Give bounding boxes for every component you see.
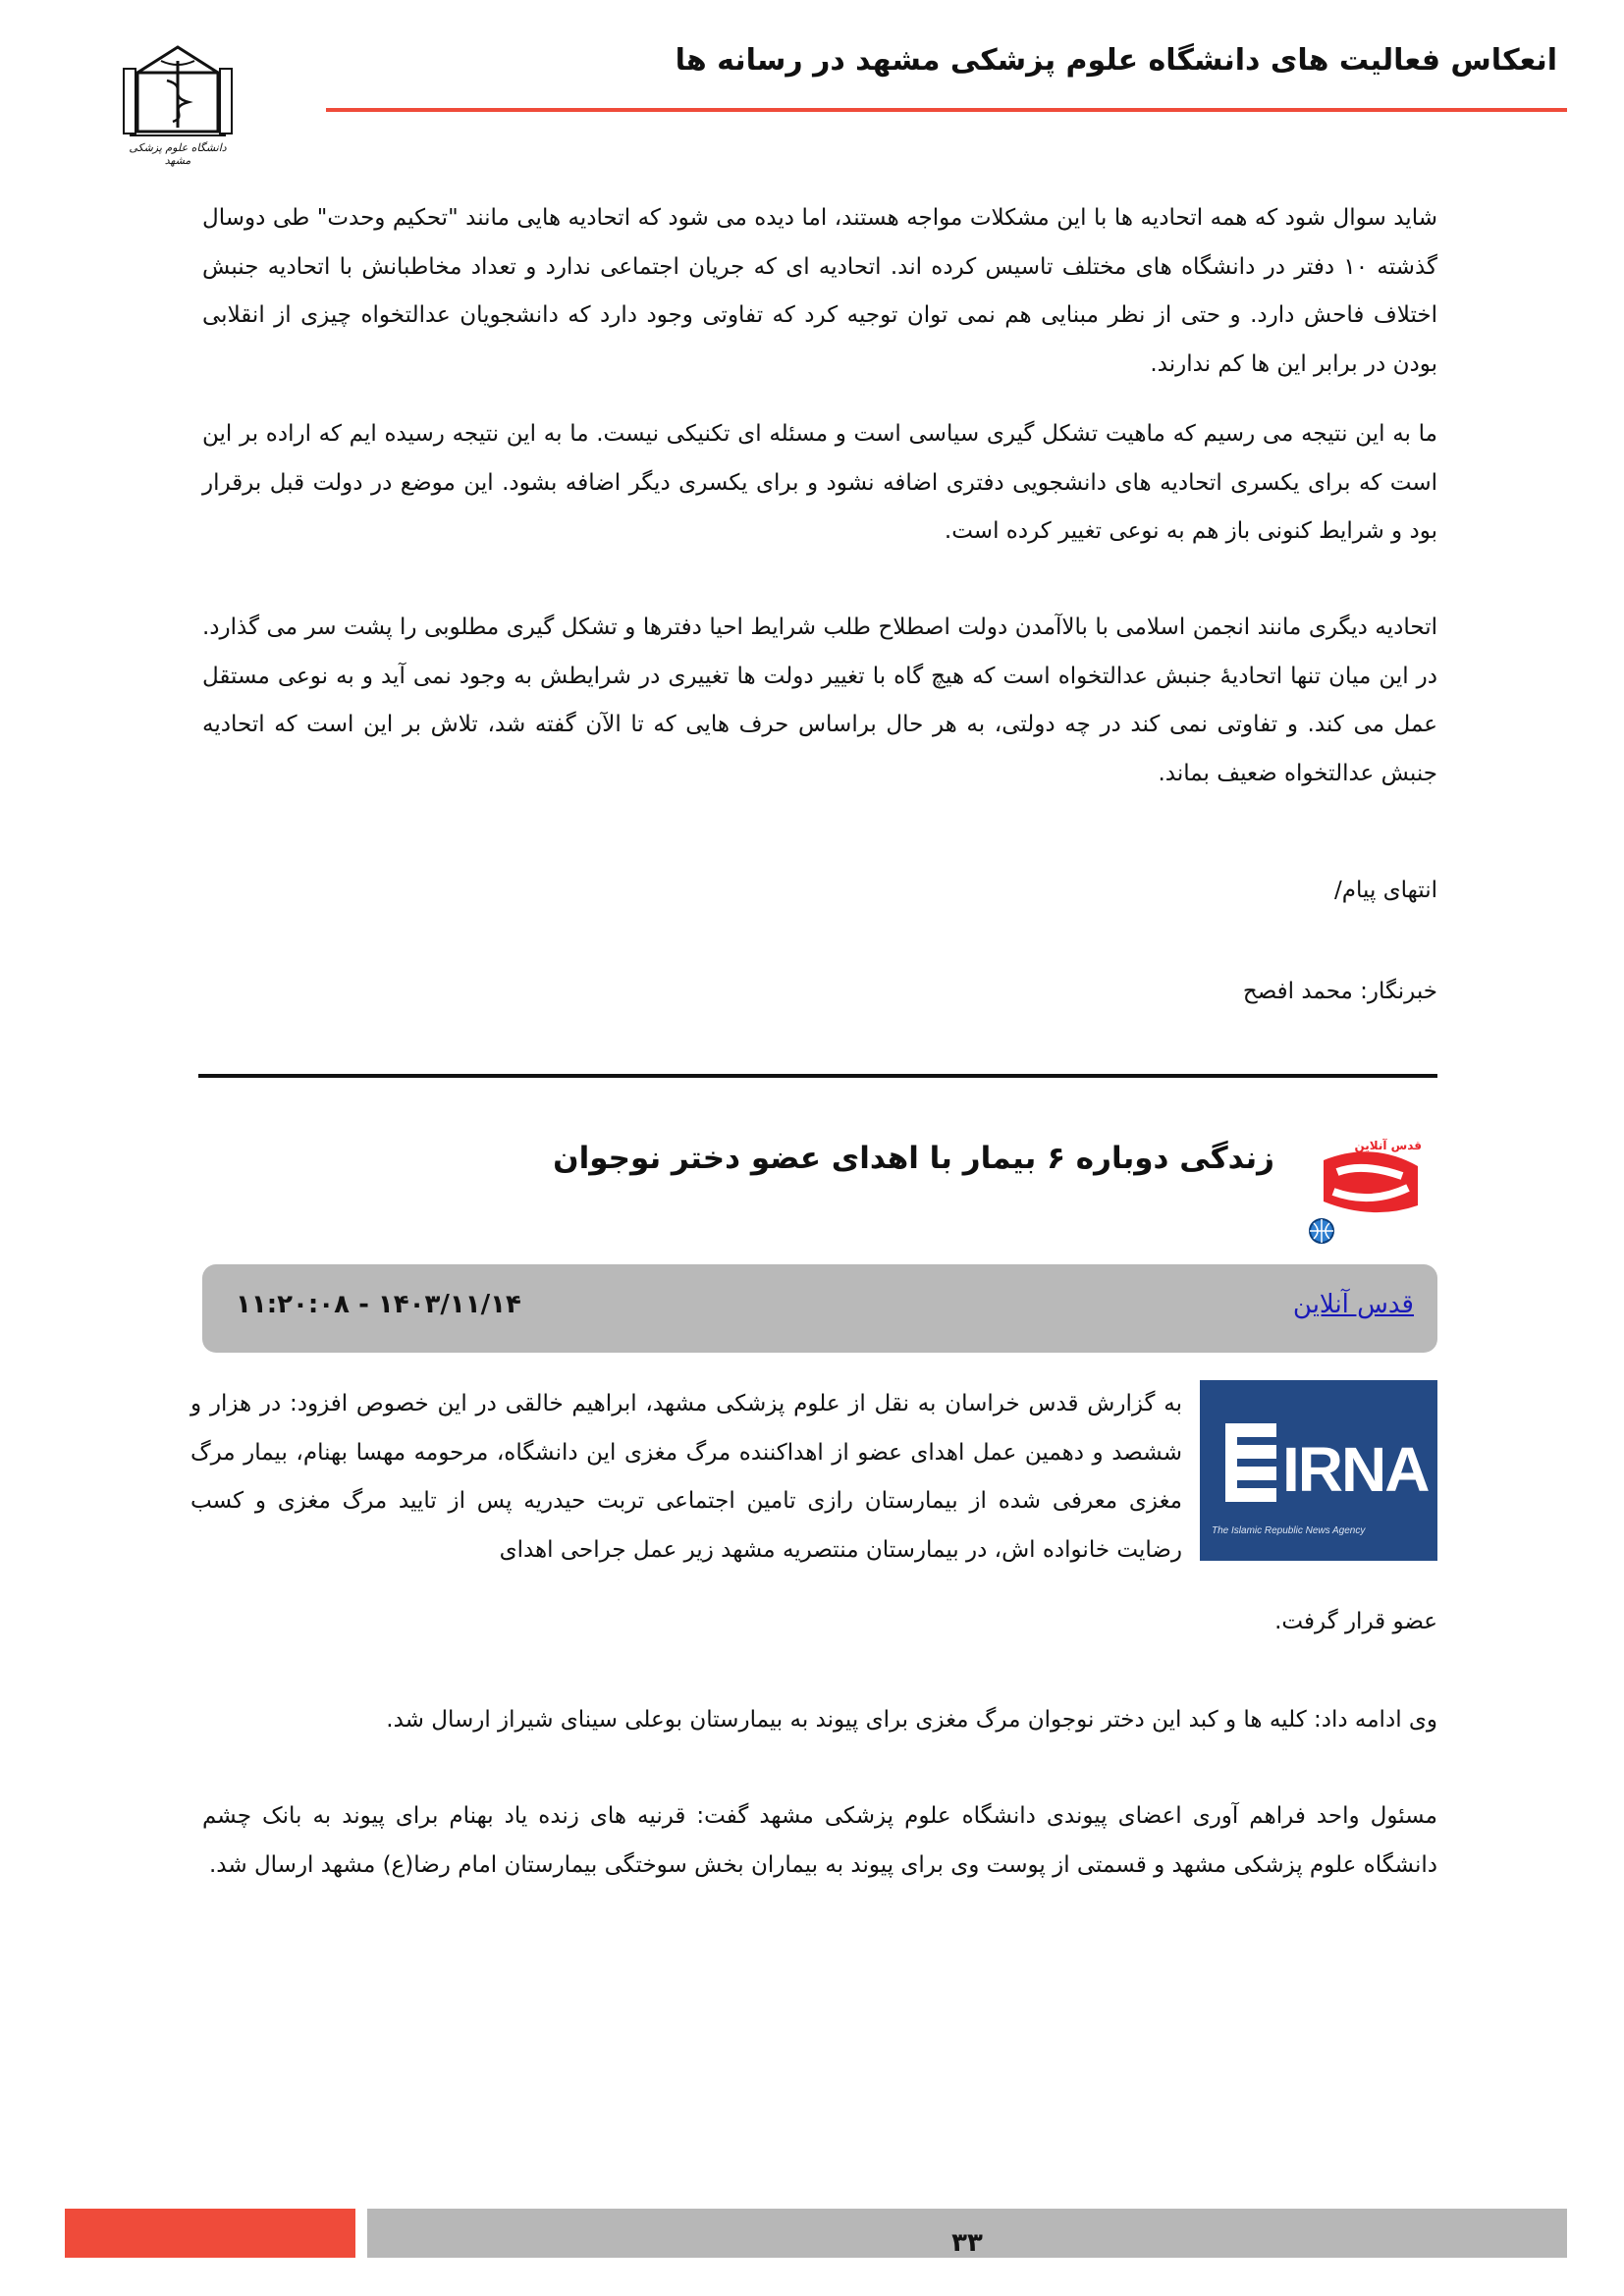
article-paragraph: عضو قرار گرفت. xyxy=(1274,1609,1437,1634)
article-paragraph: ما به این نتیجه می رسیم که ماهیت تشکل گیری سیاسی است و مسئله ای تکنیکی نیست. ما به این نتیجه رسیده ایم که اراده بر این است که برای یکسری اتحادیه های دانشجویی دفتری اضافه نشود و برای یکسری دیگر اضافه بشود. این موضع در دولت قبل برقرار بود و شرایط کنونی باز هم به نوعی تغییر کرده است. xyxy=(202,421,1437,544)
source-link[interactable]: قدس آنلاین xyxy=(1292,1290,1414,1319)
page-number: ۳۳ xyxy=(951,2228,983,2258)
article-title: زندگی دوباره ۶ بیمار با اهدای عضو دختر نوجوان xyxy=(553,1141,1274,1176)
article-paragraph: مسئول واحد فراهم آوری اعضای پیوندی دانشگاه علوم پزشکی مشهد گفت: قرنیه های زنده یاد بهنام برای پیوند به بانک چشم دانشگاه علوم پزشکی مشهد و قسمتی از پوست وی برای پیوند به بیماران بخش سوختگی بیمارستان امام رضا(ع) مشهد ارسال شد. xyxy=(202,1803,1437,1878)
article-paragraph: شاید سوال شود که همه اتحادیه ها با این مشکلات مواجه هستند، اما دیده می شود که اتحادیه هایی مانند "تحکیم وحدت" طی دوسال گذشته ۱۰ دفتر در دانشگاه های مختلف تاسیس کرده اند. اتحادیه ای که جریان اجتماعی ندارد و تعداد مخاطبانش با اتحادیه جنبش اختلاف فاحش دارد. و حتی از نظر مبنایی هم نمی توان توجیه کرد که تفاوتی وجود دارد که دانشجویان عدالتخواه چیزی از انقلابی بودن در برابر این ها کم ندارند. xyxy=(202,205,1437,377)
reporter-credit: خبرنگار: محمد افصح xyxy=(1242,979,1437,1004)
irna-logo xyxy=(1200,1380,1437,1561)
logo-caption: دانشگاه علوم پزشکی مشهد xyxy=(129,141,227,167)
irna-logo-text: IRNA xyxy=(1282,1434,1429,1505)
page-header-title: انعکاس فعالیت های دانشگاه علوم پزشکی مشهد در رسانه ها xyxy=(675,43,1557,78)
end-of-message: انتهای پیام/ xyxy=(1334,878,1437,903)
header-divider xyxy=(326,108,1567,112)
publish-datetime: ۱۴۰۳/۱۱/۱۴ - ۱۱:۲۰:۰۸ xyxy=(236,1290,521,1319)
article-paragraph: وی ادامه داد: کلیه ها و کبد این دختر نوجوان مرگ مغزی برای پیوند به بیمارستان بوعلی سینای شیراز ارسال شد. xyxy=(386,1707,1437,1733)
university-logo xyxy=(116,39,240,165)
article-paragraph: اتحادیه دیگری مانند انجمن اسلامی با بالاآمدن دولت اصطلاح طلب شرایط احیا دفترها و تشکل گیری مطلوبی را پشت سر می گذارد. در این میان تنها اتحادیۀ جنبش عدالتخواه است که هیچ گاه با تغییر دولت ها تغییری در شرایطش به وجود نمی آید و به نوعی مستقل عمل می کند. و تفاوتی نمی کند در چه دولتی، به هر حال براساس حرف هایی که تا الآن گفته شد، تلاش بر این است که اتحادیه جنبش عدالتخواه ضعیف بماند. xyxy=(202,614,1437,786)
qods-logo-text: قدس آنلاین xyxy=(1354,1139,1422,1152)
article-paragraph: به گزارش قدس خراسان به نقل از علوم پزشکی مشهد، ابراهیم خالقی در این خصوص افزود: در هزار و ششصد و دهمین عمل اهدای عضو از اهداکننده مرگ مغزی این دانشگاه، مرحومه مهسا بهنام، بیمار مرگ مغزی معرفی شده از بیمارستان رازی تامین اجتماعی تربت حیدریه پس از تایید مرگ مغزی و کسب رضایت خانواده اش، در بیمارستان منتصریه مشهد زیر عمل جراحی اهدای xyxy=(190,1391,1182,1563)
footer-accent-bar xyxy=(65,2209,355,2258)
irna-tagline: The Islamic Republic News Agency xyxy=(1212,1525,1366,1536)
article-meta-bar xyxy=(202,1264,1437,1353)
qods-online-logo xyxy=(1294,1137,1439,1245)
section-divider xyxy=(198,1074,1437,1078)
